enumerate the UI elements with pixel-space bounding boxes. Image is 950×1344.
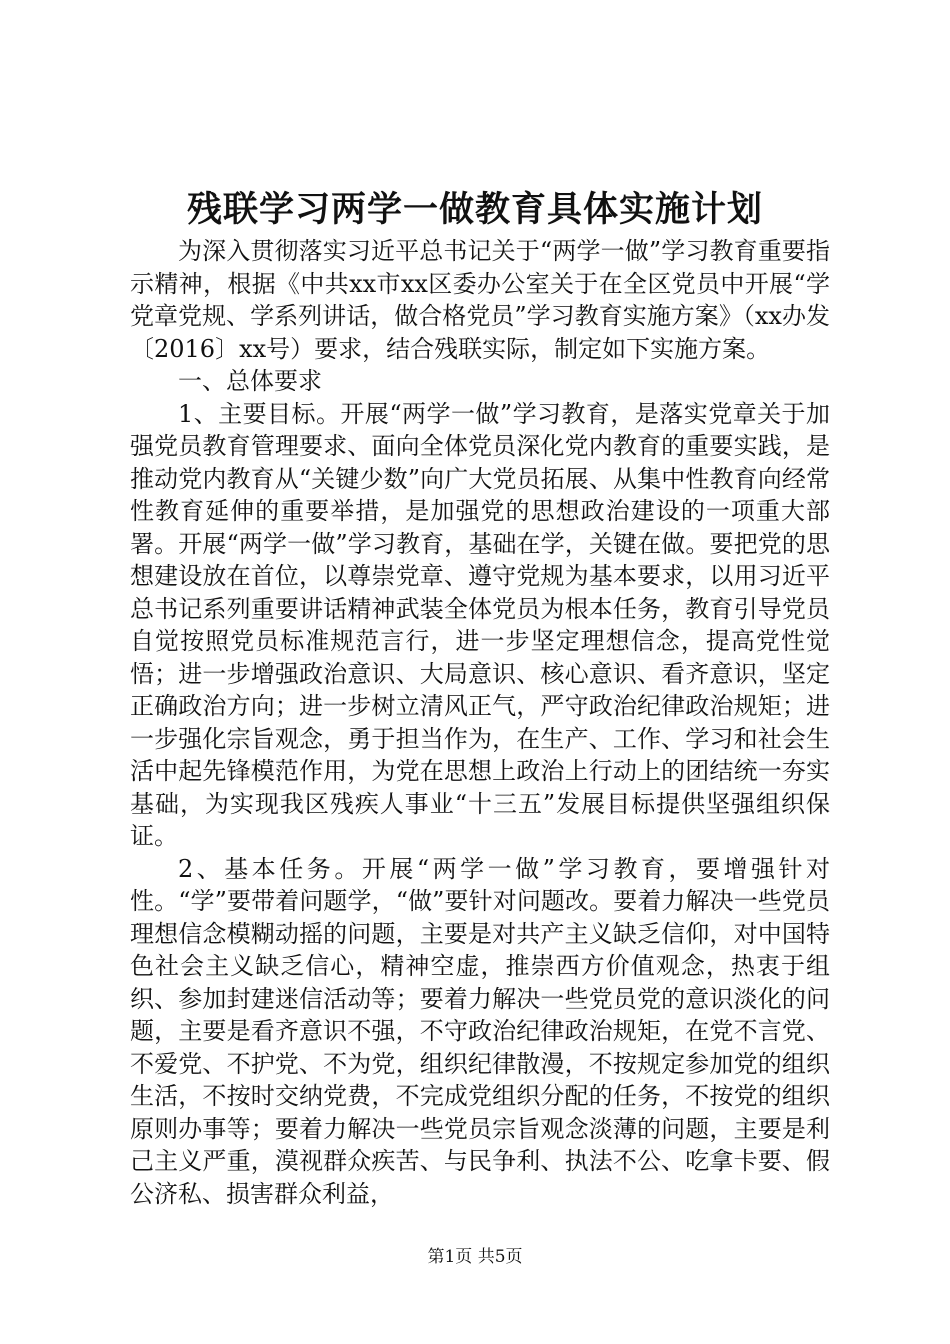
basic-task-paragraph: 2、基本任务。开展“两学一做”学习教育，要增强针对性。“学”要带着问题学，“做”要针对问题改。要着力解决一些党员理想信念模糊动摇的问题，主要是对共产主义缺乏信仰，对中国特色社会主义缺乏信心，精神空虚，推崇西方价值观念，热衷于组织、参加封建迷信活动等；要着力解决一些党员党的意识淡化的问题，主要是看齐意识不强，不守政治纪律政治规矩，在党不言党、不爱党、不护党、不为党，组织纪律散漫，不按规定参加党的组织生活，不按时交纳党费，不完成党组织分配的任务，不按党的组织原则办事等；要着力解决一些党员宗旨观念淡薄的问题，主要是利己主义严重，漠视群众疾苦、与民争利、执法不公、吃拿卡要、假公济私、损害群众利益， bbox=[130, 854, 830, 1208]
document-body bbox=[130, 235, 830, 1210]
page-number-footer: 第1页 共5页 bbox=[427, 1247, 523, 1267]
main-goal-paragraph: 1、主要目标。开展“两学一做”学习教育，是落实党章关于加强党员教育管理要求、面向全体党员深化党内教育的重要实践，是推动党内教育从“关键少数”向广大党员拓展、从集中性教育向经常性教育延伸的重要举措，是加强党的思想政治建设的一项重大部署。开展“两学一做”学习教育，基础在学，关键在做。要把党的思想建设放在首位，以尊崇党章、遵守党规为基本要求，以用习近平总书记系列重要讲话精神武装全体党员为根本任务，教育引导党员自觉按照党员标准规范言行，进一步坚定理想信念，提高党性觉悟；进一步增强政治意识、大局意识、核心意识、看齐意识，坚定正确政治方向；进一步树立清风正气，严守政治纪律政治规矩；进一步强化宗旨观念，勇于担当作为，在生产、工作、学习和社会生活中起先锋模范作用，为党在思想上政治上行动上的团结统一夯实基础，为实现我区残疾人事业“十三五”发展目标提供坚强组织保证。 bbox=[130, 399, 830, 850]
intro-paragraph: 为深入贯彻落实习近平总书记关于“两学一做”学习教育重要指示精神，根据《中共xx市xx区委办公室关于在全区党员中开展“学党章党规、学系列讲话，做合格党员”学习教育实施方案》（xx办发〔2016〕xx号）要求，结合残联实际，制定如下实施方案。 bbox=[130, 237, 830, 363]
document-title: 残联学习两学一做教育具体实施计划 bbox=[186, 189, 763, 230]
section-heading: 一、总体要求 bbox=[178, 367, 322, 395]
